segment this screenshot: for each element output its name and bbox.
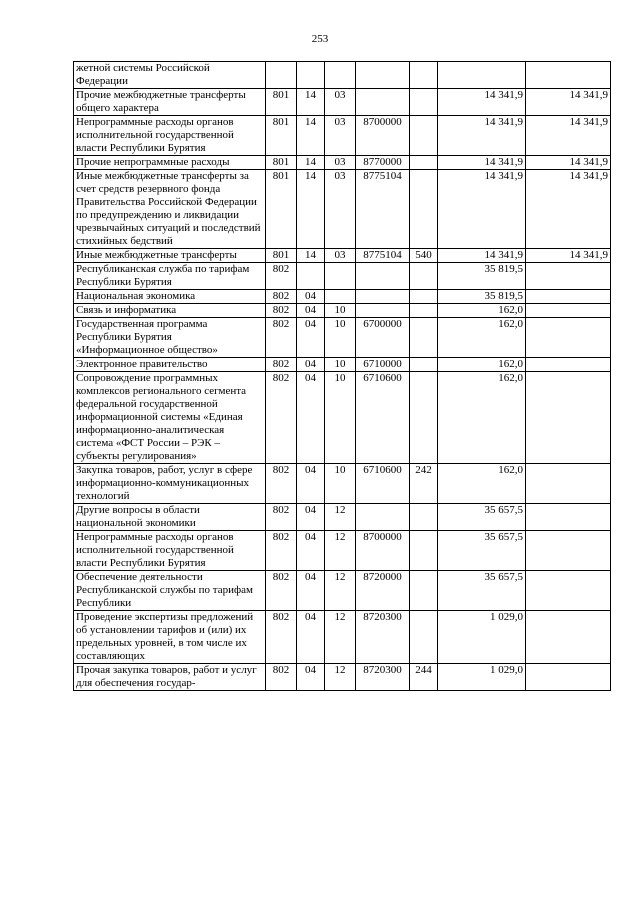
row-ved: 801 bbox=[266, 249, 297, 263]
table-row bbox=[74, 89, 611, 116]
row-vr bbox=[410, 89, 438, 116]
row-name: Обеспечение деятельности Республиканской службы по тарифам Республики bbox=[74, 571, 266, 611]
row-sum1 bbox=[438, 62, 526, 89]
row-csr bbox=[356, 304, 410, 318]
row-ved: 801 bbox=[266, 116, 297, 156]
row-sum1: 162,0 bbox=[438, 304, 526, 318]
table-row bbox=[74, 358, 611, 372]
row-sum2 bbox=[526, 304, 611, 318]
table-row bbox=[74, 170, 611, 249]
row-csr: 6700000 bbox=[356, 318, 410, 358]
table-row bbox=[74, 664, 611, 691]
row-pr: 12 bbox=[325, 504, 356, 531]
row-vr bbox=[410, 611, 438, 664]
row-ved: 801 bbox=[266, 156, 297, 170]
row-sum2 bbox=[526, 531, 611, 571]
row-pr: 10 bbox=[325, 372, 356, 464]
row-rz: 14 bbox=[297, 89, 325, 116]
row-rz: 04 bbox=[297, 531, 325, 571]
table-row bbox=[74, 62, 611, 89]
row-sum1: 14 341,9 bbox=[438, 156, 526, 170]
row-rz: 04 bbox=[297, 571, 325, 611]
row-ved: 802 bbox=[266, 358, 297, 372]
row-name: Электронное правительство bbox=[74, 358, 266, 372]
row-csr bbox=[356, 89, 410, 116]
row-pr: 10 bbox=[325, 464, 356, 504]
row-rz: 14 bbox=[297, 116, 325, 156]
row-ved: 802 bbox=[266, 304, 297, 318]
row-vr bbox=[410, 304, 438, 318]
row-csr bbox=[356, 62, 410, 89]
row-rz bbox=[297, 263, 325, 290]
row-name: Республиканская служба по тарифам Республики Бурятия bbox=[74, 263, 266, 290]
table-row bbox=[74, 116, 611, 156]
row-ved: 801 bbox=[266, 89, 297, 116]
row-sum1: 1 029,0 bbox=[438, 611, 526, 664]
row-ved: 802 bbox=[266, 571, 297, 611]
table-row bbox=[74, 263, 611, 290]
row-pr: 03 bbox=[325, 116, 356, 156]
row-pr bbox=[325, 62, 356, 89]
row-rz: 04 bbox=[297, 464, 325, 504]
row-ved: 802 bbox=[266, 372, 297, 464]
row-pr: 10 bbox=[325, 304, 356, 318]
row-sum1: 35 657,5 bbox=[438, 504, 526, 531]
page-number: 253 bbox=[311, 33, 329, 45]
row-vr bbox=[410, 156, 438, 170]
row-ved: 802 bbox=[266, 263, 297, 290]
row-name: Непрограммные расходы органов исполнительной государственной власти Республики Бурятия bbox=[74, 531, 266, 571]
row-vr bbox=[410, 318, 438, 358]
table-row bbox=[74, 531, 611, 571]
row-vr bbox=[410, 504, 438, 531]
row-rz: 04 bbox=[297, 372, 325, 464]
row-csr: 8720000 bbox=[356, 571, 410, 611]
row-vr bbox=[410, 571, 438, 611]
budget-table bbox=[73, 61, 611, 691]
row-csr: 8720300 bbox=[356, 664, 410, 691]
row-csr: 8775104 bbox=[356, 170, 410, 249]
table-row bbox=[74, 290, 611, 304]
row-name: жетной системы Российской Федерации bbox=[74, 62, 266, 89]
row-sum2 bbox=[526, 504, 611, 531]
row-csr: 8775104 bbox=[356, 249, 410, 263]
row-rz: 14 bbox=[297, 249, 325, 263]
row-sum2 bbox=[526, 611, 611, 664]
row-ved: 801 bbox=[266, 170, 297, 249]
row-name: Проведение экспертизы предложений об установлении тарифов и (или) их предельных уровней, в том числе их составляющих bbox=[74, 611, 266, 664]
row-vr bbox=[410, 170, 438, 249]
row-csr bbox=[356, 263, 410, 290]
row-sum2 bbox=[526, 318, 611, 358]
row-ved: 802 bbox=[266, 318, 297, 358]
table-row bbox=[74, 611, 611, 664]
table-row bbox=[74, 504, 611, 531]
row-ved: 802 bbox=[266, 664, 297, 691]
row-sum1: 14 341,9 bbox=[438, 170, 526, 249]
row-name: Прочая закупка товаров, работ и услуг для обеспечения государ- bbox=[74, 664, 266, 691]
row-sum2 bbox=[526, 664, 611, 691]
row-name: Иные межбюджетные трансферты bbox=[74, 249, 266, 263]
row-sum2: 14 341,9 bbox=[526, 170, 611, 249]
table-row bbox=[74, 318, 611, 358]
row-name: Национальная экономика bbox=[74, 290, 266, 304]
row-sum1: 35 657,5 bbox=[438, 531, 526, 571]
row-csr: 8720300 bbox=[356, 611, 410, 664]
row-sum1: 162,0 bbox=[438, 372, 526, 464]
row-pr bbox=[325, 263, 356, 290]
row-pr: 10 bbox=[325, 318, 356, 358]
row-rz: 04 bbox=[297, 358, 325, 372]
row-csr: 8770000 bbox=[356, 156, 410, 170]
row-rz: 04 bbox=[297, 611, 325, 664]
row-sum1: 35 819,5 bbox=[438, 290, 526, 304]
row-csr bbox=[356, 290, 410, 304]
row-sum2 bbox=[526, 372, 611, 464]
row-rz: 04 bbox=[297, 304, 325, 318]
row-sum2 bbox=[526, 62, 611, 89]
row-rz: 04 bbox=[297, 664, 325, 691]
row-sum1: 1 029,0 bbox=[438, 664, 526, 691]
row-vr: 540 bbox=[410, 249, 438, 263]
row-name: Связь и информатика bbox=[74, 304, 266, 318]
row-name: Другие вопросы в области национальной экономики bbox=[74, 504, 266, 531]
row-vr bbox=[410, 116, 438, 156]
row-csr: 6710600 bbox=[356, 372, 410, 464]
row-ved: 802 bbox=[266, 611, 297, 664]
row-sum2: 14 341,9 bbox=[526, 249, 611, 263]
row-pr: 03 bbox=[325, 249, 356, 263]
row-name: Сопровождение программных комплексов регионального сегмента федеральной государственной информационной системы «Единая информационно-аналитическая система «ФСТ России – РЭК – субъекты регулирования» bbox=[74, 372, 266, 464]
row-sum2 bbox=[526, 571, 611, 611]
row-sum2: 14 341,9 bbox=[526, 116, 611, 156]
row-ved: 802 bbox=[266, 531, 297, 571]
row-ved bbox=[266, 62, 297, 89]
row-sum1: 14 341,9 bbox=[438, 116, 526, 156]
row-vr bbox=[410, 263, 438, 290]
row-rz: 14 bbox=[297, 156, 325, 170]
row-sum1: 162,0 bbox=[438, 358, 526, 372]
row-vr bbox=[410, 358, 438, 372]
table-row bbox=[74, 372, 611, 464]
row-pr: 03 bbox=[325, 170, 356, 249]
row-sum2: 14 341,9 bbox=[526, 156, 611, 170]
row-sum2: 14 341,9 bbox=[526, 89, 611, 116]
row-sum1: 162,0 bbox=[438, 464, 526, 504]
row-name: Прочие непрограммные расходы bbox=[74, 156, 266, 170]
row-sum2 bbox=[526, 263, 611, 290]
row-sum2 bbox=[526, 358, 611, 372]
row-sum1: 35 657,5 bbox=[438, 571, 526, 611]
row-pr: 10 bbox=[325, 358, 356, 372]
row-pr: 03 bbox=[325, 89, 356, 116]
row-csr: 8700000 bbox=[356, 116, 410, 156]
row-csr bbox=[356, 504, 410, 531]
table-row bbox=[74, 304, 611, 318]
row-sum2 bbox=[526, 464, 611, 504]
row-name: Закупка товаров, работ, услуг в сфере информационно-коммуникационных технологий bbox=[74, 464, 266, 504]
row-pr bbox=[325, 290, 356, 304]
row-ved: 802 bbox=[266, 290, 297, 304]
row-sum1: 162,0 bbox=[438, 318, 526, 358]
row-csr: 6710000 bbox=[356, 358, 410, 372]
row-rz: 04 bbox=[297, 504, 325, 531]
row-name: Прочие межбюджетные трансферты общего характера bbox=[74, 89, 266, 116]
row-vr bbox=[410, 531, 438, 571]
row-rz bbox=[297, 62, 325, 89]
row-sum1: 35 819,5 bbox=[438, 263, 526, 290]
row-pr: 03 bbox=[325, 156, 356, 170]
row-vr bbox=[410, 62, 438, 89]
table-row bbox=[74, 156, 611, 170]
row-rz: 04 bbox=[297, 318, 325, 358]
row-sum1: 14 341,9 bbox=[438, 89, 526, 116]
row-csr: 8700000 bbox=[356, 531, 410, 571]
table-row bbox=[74, 464, 611, 504]
row-name: Государственная программа Республики Бурятия «Информационное общество» bbox=[74, 318, 266, 358]
row-ved: 802 bbox=[266, 464, 297, 504]
row-csr: 6710600 bbox=[356, 464, 410, 504]
row-pr: 12 bbox=[325, 611, 356, 664]
row-vr: 244 bbox=[410, 664, 438, 691]
row-pr: 12 bbox=[325, 531, 356, 571]
budget-table-body bbox=[74, 62, 611, 691]
row-vr: 242 bbox=[410, 464, 438, 504]
table-row bbox=[74, 249, 611, 263]
row-rz: 14 bbox=[297, 170, 325, 249]
row-pr: 12 bbox=[325, 664, 356, 691]
row-vr bbox=[410, 290, 438, 304]
row-sum1: 14 341,9 bbox=[438, 249, 526, 263]
row-ved: 802 bbox=[266, 504, 297, 531]
row-rz: 04 bbox=[297, 290, 325, 304]
row-pr: 12 bbox=[325, 571, 356, 611]
table-row bbox=[74, 571, 611, 611]
row-vr bbox=[410, 372, 438, 464]
row-sum2 bbox=[526, 290, 611, 304]
row-name: Иные межбюджетные трансферты за счет средств резервного фонда Правительства Российской Федерации по предупреждению и ликвидации чрезвычайных ситуаций и последствий стихийных бедствий bbox=[74, 170, 266, 249]
row-name: Непрограммные расходы органов исполнительной государственной власти Республики Бурятия bbox=[74, 116, 266, 156]
